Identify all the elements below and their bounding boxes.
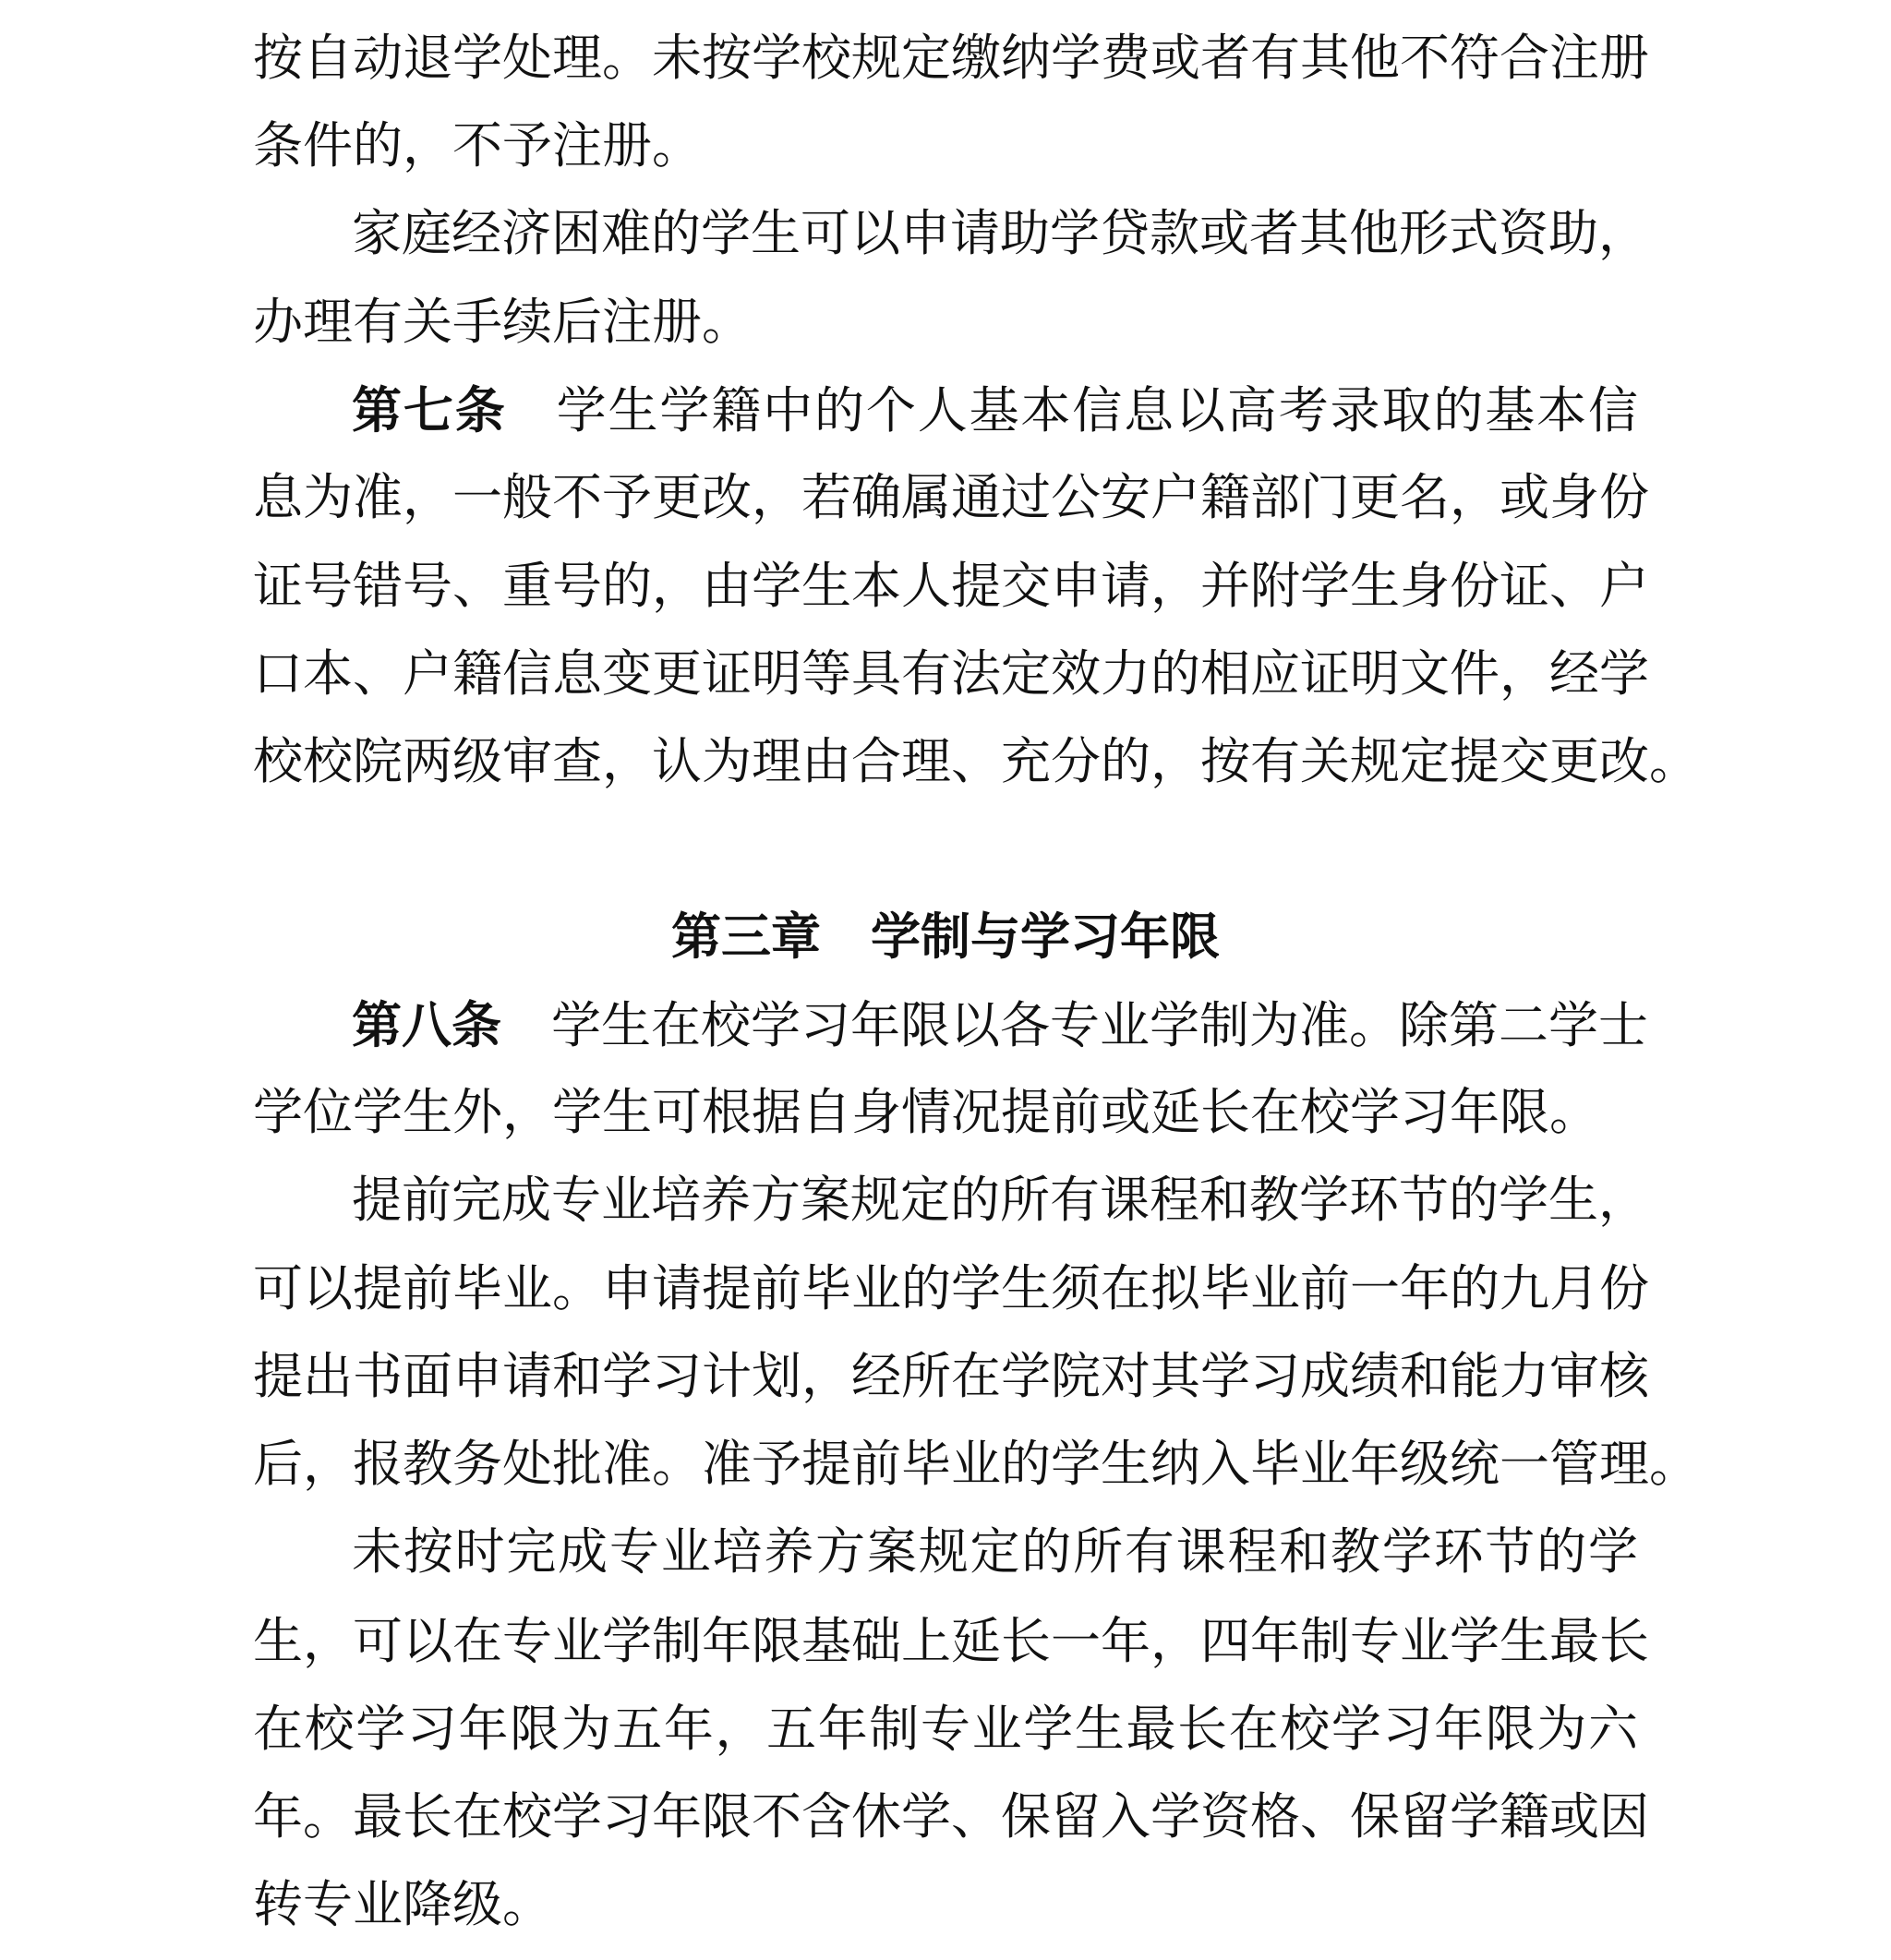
text-line: 息为准，一般不予更改，若确属通过公安户籍部门更名，或身份 [253,468,1649,526]
text-line: 在校学习年限为五年，五年制专业学生最长在校学习年限为六 [253,1700,1638,1758]
text-line: 学生学籍中的个人基本信息以高考录取的基本信 [556,381,1638,439]
article-label: 第七条 [352,380,507,439]
chapter-number: 第三章 [671,908,821,966]
chapter-heading [0,893,1891,981]
text-line: 证号错号、重号的，由学生本人提交申请，并附学生身份证、户 [253,557,1649,615]
text-line: 后，报教务处批准。准予提前毕业的学生纳入毕业年级统一管理。 [253,1435,1699,1493]
article-label: 第八条 [352,995,501,1054]
chapter-title: 学制与学习年限 [871,908,1220,966]
text-line: 年。最长在校学习年限不含休学、保留入学资格、保留学籍或因 [253,1787,1649,1846]
text-line: 生，可以在专业学制年限基础上延长一年，四年制专业学生最长 [253,1612,1649,1670]
article-7-first-line [352,366,1638,454]
text-line: 学位学生外，学生可根据自身情况提前或延长在校学习年限。 [253,1083,1599,1141]
text-line: 按自动退学处理。未按学校规定缴纳学费或者有其他不符合注册 [253,29,1649,87]
text-line: 口本、户籍信息变更证明等具有法定效力的相应证明文件，经学 [253,644,1649,703]
article-8-first-line [352,980,1648,1069]
text-line: 未按时完成专业培养方案规定的所有课程和教学环节的学 [352,1522,1638,1581]
text-line: 提出书面申请和学习计划，经所在学院对其学习成绩和能力审核 [253,1347,1649,1405]
text-line: 学生在校学习年限以各专业学制为准。除第二学士 [551,996,1648,1054]
text-line: 可以提前毕业。申请提前毕业的学生须在拟毕业前一年的九月份 [253,1259,1649,1317]
text-line: 条件的，不予注册。 [253,116,702,174]
text-line: 提前完成专业培养方案规定的所有课程和教学环节的学生， [352,1171,1648,1229]
text-line: 办理有关手续后注册。 [253,293,752,351]
text-line: 转专业降级。 [253,1875,552,1933]
text-line: 家庭经济困难的学生可以申请助学贷款或者其他形式资助， [352,204,1648,262]
text-line: 校校院两级审查，认为理由合理、充分的，按有关规定提交更改。 [253,732,1699,790]
